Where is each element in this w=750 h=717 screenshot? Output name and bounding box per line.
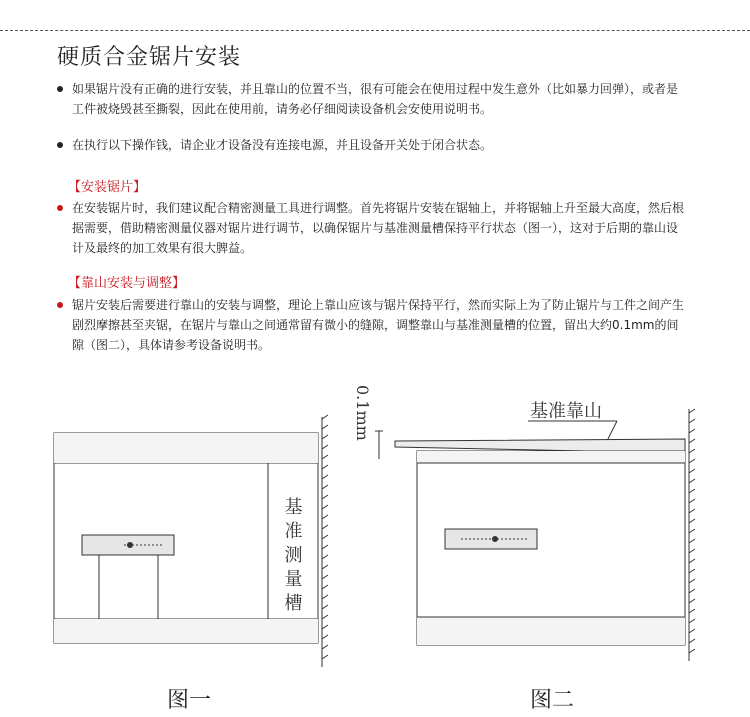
section-text-install-blade: 在安装锯片时，我们建议配合精密测量工具进行调整。首先将锯片安装在锯轴上，并将锯轴上升至最大高度，然后根据需要，借助精密测量仪器对锯片进行调节，以确保锯片与基准测量槽保持平行状态（图一），这对于后期的靠山设计及最终的加工效果有很大脾益。 (72, 201, 685, 255)
paragraph-power-off: 在执行以下操作钱，请企业才设备没有连接电源，并且设备开关处于闭合状态。 (72, 138, 493, 152)
top-dashed-divider (0, 30, 750, 31)
figure-2-caption: 图二 (530, 688, 575, 713)
table-bottom-band (54, 619, 318, 643)
bullet-dot (57, 86, 63, 92)
figure-1-diagram (40, 405, 340, 675)
paragraph-warning: 如果锯片没有正确的进行安装，并且靠山的位置不当，很有可能会在使用过程中发生意外（比如暴力回弹），或者是工件被烧毁甚至撕裂，因此在使用前，请务必仔细阅读设备机会安使用说明书。 (72, 82, 679, 116)
hatch-marks (322, 415, 328, 659)
table-bottom-band (417, 617, 685, 645)
blade-nut (492, 536, 498, 542)
table-top-band (54, 433, 318, 463)
section-heading-install-blade: 【安装锯片】 (68, 180, 147, 195)
blade-nut (127, 542, 133, 548)
figure-2-diagram (353, 385, 705, 675)
page-title: 硬质合金锯片安装 (57, 45, 242, 70)
fence-label: 基准靠山 (530, 401, 602, 422)
table-top-band (417, 451, 685, 463)
section-heading-fence-adjust: 【靠山安装与调整】 (68, 276, 186, 291)
section-text-fence-adjust: 锯片安装后需要进行靠山的安装与调整，理论上靠山应该与锯片保持平行，然而实际上为了防止锯片与工件之间产生剧烈摩擦甚至夹锯，在锯片与靠山之间通常留有微小的缝隙，调整靠山与基准测量槽的位置，留出大约0.1mm的间隙（图二），具体请参考设备说明书。 (72, 298, 685, 352)
bullet-dot (57, 205, 63, 211)
bullet-dot (57, 302, 63, 308)
hatch-marks (689, 409, 695, 653)
gap-label: 0.1mm (353, 385, 372, 441)
figure-1-caption: 图一 (167, 688, 212, 713)
slot-label: 基准测量槽 (281, 497, 303, 617)
bullet-dot (57, 142, 63, 148)
